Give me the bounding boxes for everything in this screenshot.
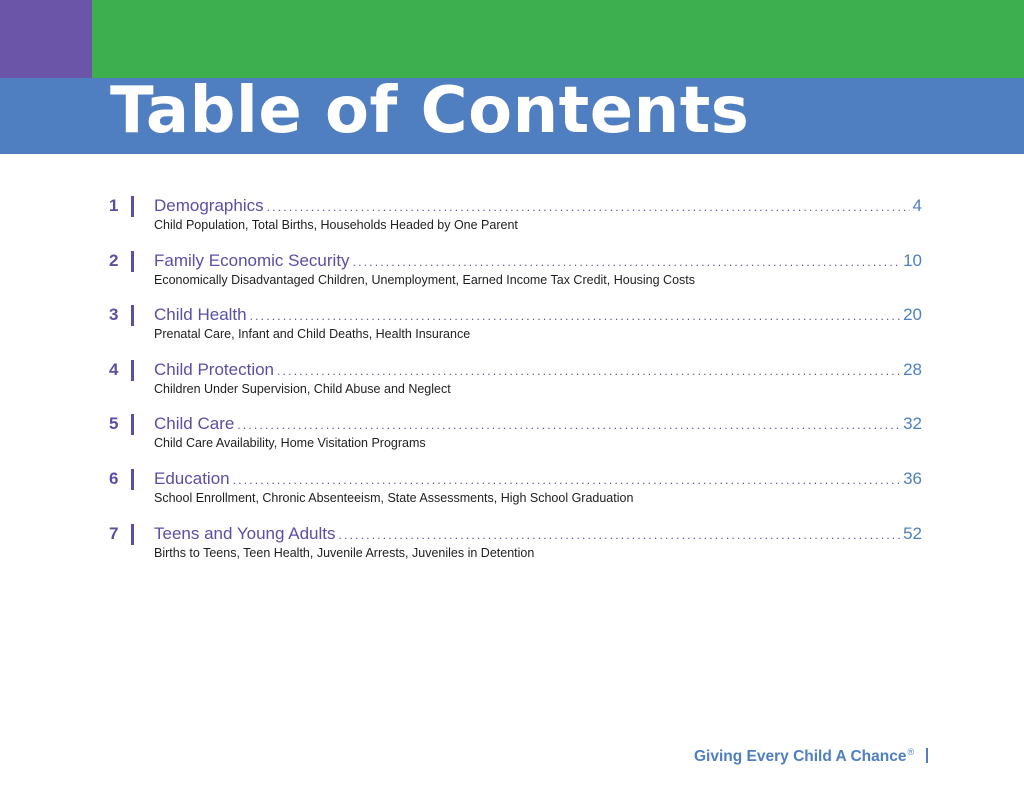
toc-entry-page-number[interactable]: 28 [903, 360, 922, 379]
toc-entry-title[interactable]: Teens and Young Adults [154, 524, 336, 543]
toc-entry-divider [131, 360, 134, 381]
toc-entry-heading-line [154, 250, 922, 272]
toc-entry-leader-dots [339, 524, 901, 545]
toc-entry-subtitle: Economically Disadvantaged Children, Unemployment, Earned Income Tax Credit, Housing Costs [154, 273, 696, 287]
footer-tagline-block [694, 746, 928, 768]
toc-entry-education[interactable] [0, 468, 1024, 516]
toc-entry-demographics[interactable] [0, 195, 1024, 243]
toc-entry-number: 5 [109, 414, 119, 433]
toc-entry-heading-line [154, 468, 922, 490]
toc-entry-heading-line [154, 304, 922, 326]
header-green-band [92, 0, 1024, 78]
footer-divider [926, 748, 928, 763]
toc-entry-page-number[interactable]: 32 [903, 414, 922, 433]
toc-entry-title[interactable]: Education [154, 469, 230, 488]
registered-trademark: ® [907, 747, 915, 757]
toc-entry-heading-line [154, 413, 922, 435]
toc-entry-family-economic-security[interactable] [0, 250, 1024, 298]
toc-entry-subtitle: Child Care Availability, Home Visitation Programs [154, 436, 426, 450]
toc-entry-number: 3 [109, 305, 119, 324]
toc-entry-leader-dots [277, 360, 900, 381]
toc-entry-leader-dots [267, 196, 910, 217]
toc-entry-leader-dots [250, 305, 900, 326]
toc-entry-number: 2 [109, 251, 119, 270]
toc-entry-divider [131, 524, 134, 545]
toc-entry-teens-and-young-adults[interactable] [0, 523, 1024, 571]
footer-tagline: Giving Every Child A Chance [694, 748, 907, 765]
toc-entry-heading-line [154, 359, 922, 381]
toc-entry-page-number[interactable]: 20 [903, 305, 922, 324]
toc-entry-divider [131, 196, 134, 217]
toc-entry-title[interactable]: Demographics [154, 196, 264, 215]
toc-entry-title[interactable]: Child Care [154, 414, 235, 433]
toc-entry-title[interactable]: Child Protection [154, 360, 275, 379]
toc-entry-child-care[interactable] [0, 413, 1024, 461]
toc-entry-leader-dots [237, 414, 900, 435]
toc-entry-child-health[interactable] [0, 304, 1024, 352]
toc-entry-heading-line [154, 523, 922, 545]
toc-entry-title[interactable]: Family Economic Security [154, 251, 350, 270]
toc-entry-divider [131, 251, 134, 272]
toc-entry-page-number[interactable]: 36 [903, 469, 922, 488]
toc-entry-subtitle: Child Population, Total Births, Households Headed by One Parent [154, 218, 518, 232]
toc-entry-subtitle: Children Under Supervision, Child Abuse and Neglect [154, 382, 451, 396]
toc-entry-number: 7 [109, 524, 119, 543]
toc-entry-divider [131, 469, 134, 490]
page-title: Table of Contents [110, 74, 750, 148]
toc-entry-number: 1 [109, 196, 119, 215]
toc-entry-subtitle: Births to Teens, Teen Health, Juvenile Arrests, Juveniles in Detention [154, 546, 535, 560]
toc-entry-subtitle: School Enrollment, Chronic Absenteeism, State Assessments, High School Graduation [154, 491, 634, 505]
toc-entry-page-number[interactable]: 10 [903, 251, 922, 270]
toc-entry-heading-line [154, 195, 922, 217]
toc-entry-page-number[interactable]: 4 [912, 196, 922, 215]
toc-entry-number: 6 [109, 469, 119, 488]
toc-entry-title[interactable]: Child Health [154, 305, 247, 324]
header-purple-block [0, 0, 92, 78]
toc-entry-leader-dots [233, 469, 900, 490]
toc-entry-number: 4 [109, 360, 119, 379]
toc-entry-divider [131, 305, 134, 326]
toc-entry-leader-dots [353, 251, 901, 272]
toc-entry-child-protection[interactable] [0, 359, 1024, 407]
toc-entry-page-number[interactable]: 52 [903, 524, 922, 543]
toc-entry-divider [131, 414, 134, 435]
toc-entry-subtitle: Prenatal Care, Infant and Child Deaths, Health Insurance [154, 327, 471, 341]
